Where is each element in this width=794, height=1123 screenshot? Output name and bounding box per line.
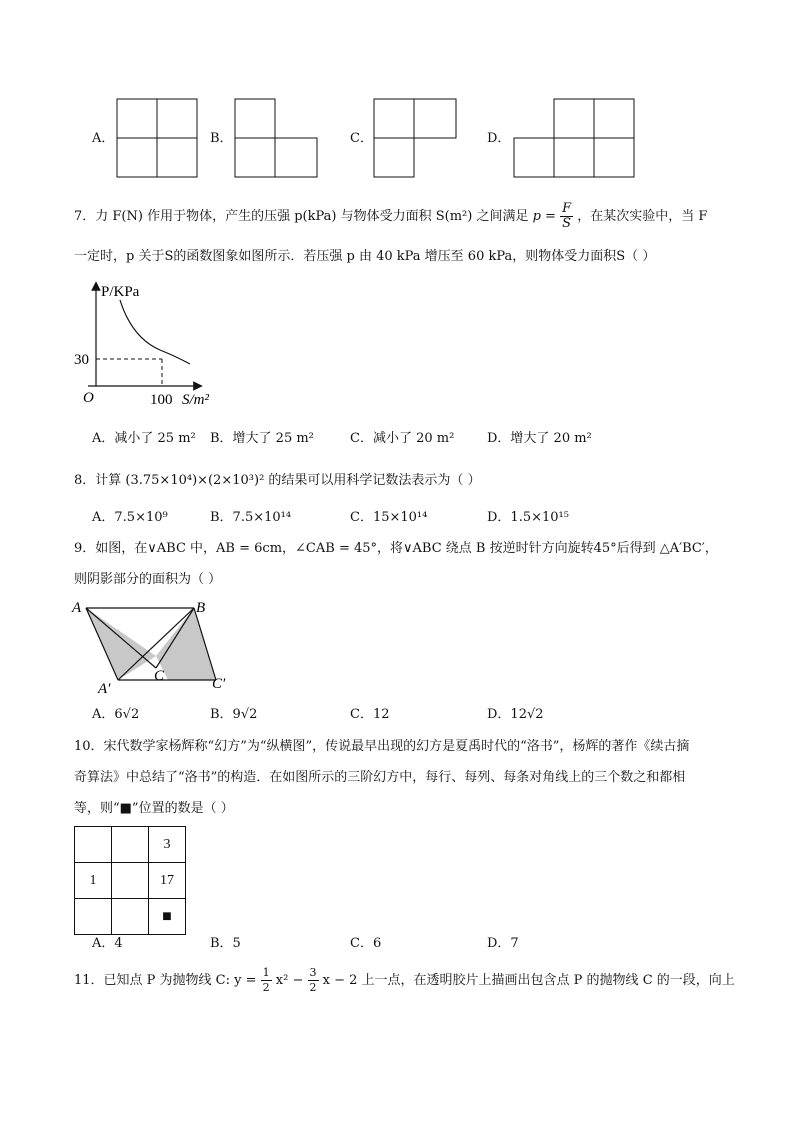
q7-option-a: A．减小了 25 m²: [92, 431, 196, 446]
q11-stem-part1: 11．已知点 P 为抛物线 C: y =: [74, 973, 257, 988]
q9-shade-left: [86, 608, 156, 680]
q11-frac2-den: 2: [309, 981, 317, 994]
q7-option-d: D．增大了 20 m²: [487, 431, 592, 446]
q7-origin-label: O: [83, 390, 94, 406]
q11-stem-part3: x − 2 上一点，在透明胶片上描画出包含点 P 的抛物线 C 的一段，向上: [322, 973, 735, 988]
q9-option-a: A．6√2: [92, 707, 140, 722]
magic-cell: [112, 827, 149, 863]
q9-figure: [70, 596, 240, 696]
q6-option-a-figure: [116, 98, 200, 178]
q11-frac1: [261, 966, 272, 995]
q7-y-axis-label: P/KPa: [101, 284, 140, 300]
q6-option-a-label: A．: [92, 131, 115, 146]
q7-y-tick: 30: [74, 352, 89, 368]
q7-stem-line2: 一定时，p 关于S的函数图象如图所示．若压强 p 由 40 kPa 增压至 60 kPa，则物体受力面积S（ ）: [74, 249, 656, 264]
q9-label-a: A: [72, 600, 82, 616]
q11-frac2: [308, 966, 319, 995]
magic-cell: [112, 899, 149, 935]
q9-label-c-prime: C′: [212, 676, 226, 692]
q6-option-d-label: D．: [487, 131, 511, 146]
magic-cell: 1: [75, 863, 112, 899]
q8-option-a: A．7.5×10⁹: [92, 510, 168, 525]
q7-formula-fraction: [560, 202, 573, 231]
q9-label-c: C: [154, 668, 165, 684]
magic-cell: 3: [149, 827, 186, 863]
q7-x-axis-label: S/m²: [182, 392, 209, 408]
magic-cell: [75, 827, 112, 863]
magic-cell: [112, 863, 149, 899]
q7-x-tick: 100: [150, 392, 173, 408]
q7-option-c: C．减小了 20 m²: [350, 431, 455, 446]
q7-formula-numerator: F: [562, 201, 572, 216]
q7-formula-denominator: S: [562, 216, 572, 231]
q7-graph: [70, 278, 230, 413]
q6-option-c-label: C．: [350, 131, 373, 146]
q10-option-b: B．5: [210, 936, 241, 951]
q8-option-c: C．15×10¹⁴: [350, 510, 428, 525]
q6-option-b-label: B．: [210, 131, 233, 146]
q8-option-d: D．1.5×10¹⁵: [487, 510, 569, 525]
q7-formula-lhs: p =: [532, 209, 556, 224]
q9-option-c: C．12: [350, 707, 390, 722]
q10-option-a: A．4: [92, 936, 123, 951]
q11-stem-part2: x² −: [275, 973, 304, 988]
q9-shade-right: [156, 608, 216, 680]
q9-stem-line2: 则阴影部分的面积为（ ）: [74, 572, 222, 587]
q10-magic-square: [74, 826, 186, 935]
magic-cell-unknown: ■: [149, 899, 186, 935]
q7-stem-line1-part1: 7．力 F(N) 作用于物体，产生的压强 p(kPa) 与物体受力面积 S(m²) 之间满足: [74, 209, 529, 224]
q11-frac2-num: 3: [309, 966, 317, 979]
q7-stem-line1-part2: ，在某次实验中，当 F: [577, 209, 708, 224]
q8-stem: 8．计算 (3.75×10⁴)×(2×10³)² 的结果可以用科学记数法表示为（ ）: [74, 473, 481, 488]
q11-frac1-num: 1: [262, 966, 270, 979]
q10-option-c: C．6: [350, 936, 382, 951]
q11-frac1-den: 2: [262, 981, 270, 994]
q10-option-d: D．7: [487, 936, 519, 951]
q10-stem-line1: 10．宋代数学家杨辉称“幻方”为“纵横图”，传说最早出现的幻方是夏禹时代的“洛书”，杨辉的著作《续古摘: [74, 739, 690, 754]
q6-option-d-figure: [513, 98, 637, 178]
q6-option-c-figure: [373, 98, 459, 178]
q10-stem-line2: 奇算法》中总结了“洛书”的构造．在如图所示的三阶幻方中，每行、每列、每条对角线上的三个数之和都相: [74, 770, 686, 785]
q9-option-d: D．12√2: [487, 707, 544, 722]
q9-stem-line1: 9．如图，在∨ABC 中，AB = 6cm，∠CAB = 45°，将∨ABC 绕点 B 按逆时针方向旋转45°后得到 △A′BC′，: [74, 541, 718, 556]
q10-stem-line3: 等，则“■”位置的数是（ ）: [74, 801, 234, 816]
magic-cell: [75, 899, 112, 935]
q9-option-b: B．9√2: [210, 707, 258, 722]
q11-stem-line1: [74, 966, 735, 995]
q8-option-b: B．7.5×10¹⁴: [210, 510, 292, 525]
q7-stem-line1: [74, 202, 707, 231]
magic-cell: 17: [149, 863, 186, 899]
q7-option-b: B．增大了 25 m²: [210, 431, 314, 446]
q7-curve: [120, 300, 190, 364]
q9-label-b: B: [196, 600, 206, 616]
q6-option-b-figure: [234, 98, 320, 178]
q9-label-a-prime: A′: [98, 681, 111, 696]
